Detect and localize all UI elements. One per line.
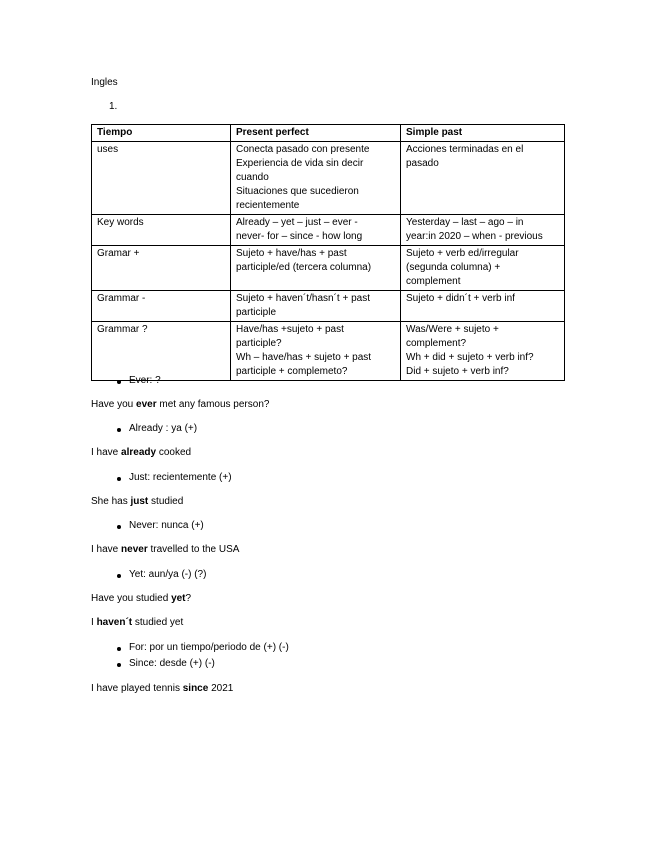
example-keyword: haven´t — [96, 617, 133, 628]
cell-line: complement — [406, 276, 461, 287]
list-number: 1. — [109, 101, 118, 112]
example-text: ? — [185, 593, 192, 604]
cell-line: Already – yet – just – ever - — [236, 217, 358, 228]
example-yet-question — [91, 593, 191, 605]
row-label: Grammar - — [92, 291, 231, 322]
cell-line: Was/Were + sujeto + — [406, 324, 499, 335]
example-ever — [91, 399, 269, 411]
example-text: Have you studied — [91, 593, 172, 604]
bullet-just: Just: recientemente (+) — [129, 472, 232, 483]
present-perfect-cell — [231, 142, 401, 215]
example-text: I — [91, 617, 97, 628]
simple-past-cell — [401, 291, 565, 322]
example-since — [91, 683, 233, 695]
example-text: met any famous person? — [156, 399, 270, 410]
example-keyword: never — [121, 544, 148, 555]
cell-line: never- for – since - how long — [236, 231, 363, 242]
example-already — [91, 447, 191, 459]
table-row — [92, 246, 565, 291]
cell-line: pasado — [406, 158, 439, 169]
example-text: 2021 — [208, 683, 234, 694]
table-row — [92, 215, 565, 246]
document-title: Ingles — [91, 77, 118, 88]
example-keyword: already — [121, 447, 157, 458]
example-text: Have you — [91, 399, 137, 410]
example-text: studied yet — [132, 617, 184, 628]
bullet-already: Already : ya (+) — [129, 423, 198, 434]
bullet-dot-icon — [117, 477, 121, 481]
bullet-dot-icon — [117, 663, 121, 667]
cell-line: Sujeto + have/has + past — [236, 248, 347, 259]
cell-line: participle — [236, 307, 277, 318]
row-label: uses — [92, 142, 231, 215]
present-perfect-cell — [231, 246, 401, 291]
cell-line: participle + complemeto? — [236, 366, 348, 377]
simple-past-cell — [401, 142, 565, 215]
cell-line: complement? — [406, 338, 467, 349]
cell-line: Sujeto + verb ed/irregular — [406, 248, 519, 259]
example-yet-negative — [91, 617, 183, 629]
row-label: Gramar + — [92, 246, 231, 291]
bullet-dot-icon — [117, 647, 121, 651]
cell-line: Acciones terminadas en el — [406, 144, 524, 155]
cell-line: year:in 2020 – when - previous — [406, 231, 543, 242]
present-perfect-cell — [231, 215, 401, 246]
cell-line: Yesterday – last – ago – in — [406, 217, 524, 228]
cell-line: Wh – have/has + sujeto + past — [236, 352, 372, 363]
row-label: Key words — [92, 215, 231, 246]
example-text: She has — [91, 496, 131, 507]
cell-line: (segunda columna) + — [406, 262, 501, 273]
bullet-dot-icon — [117, 428, 121, 432]
cell-line: cuando — [236, 172, 269, 183]
header-present-perfect: Present perfect — [231, 125, 401, 142]
bullet-dot-icon — [117, 574, 121, 578]
cell-line: participle? — [236, 338, 282, 349]
bullet-yet: Yet: aun/ya (-) (?) — [129, 569, 207, 580]
cell-line: Sujeto + haven´t/hasn´t + past — [236, 293, 370, 304]
present-perfect-cell — [231, 322, 401, 381]
example-text: cooked — [156, 447, 192, 458]
header-simple-past: Simple past — [401, 125, 565, 142]
example-text: I have — [91, 447, 122, 458]
row-label: Grammar ? — [92, 322, 231, 381]
example-keyword: yet — [171, 593, 186, 604]
table-row — [92, 142, 565, 215]
cell-line: Have/has +sujeto + past — [236, 324, 344, 335]
cell-line: Wh + did + sujeto + verb inf? — [406, 352, 534, 363]
example-keyword: since — [182, 683, 209, 694]
bullet-for: For: por un tiempo/periodo de (+) (-) — [129, 642, 289, 653]
example-text: I have played tennis — [91, 683, 183, 694]
table-header-row — [92, 125, 565, 142]
simple-past-cell — [401, 246, 565, 291]
table-row — [92, 322, 565, 381]
bullet-ever: Ever: ? — [129, 375, 161, 386]
cell-line: Conecta pasado con presente — [236, 144, 370, 155]
header-tiempo: Tiempo — [92, 125, 231, 142]
example-never — [91, 544, 239, 556]
present-perfect-cell — [231, 291, 401, 322]
simple-past-cell — [401, 215, 565, 246]
cell-line: Did + sujeto + verb inf? — [406, 366, 509, 377]
bullet-dot-icon — [117, 380, 121, 384]
cell-line: recientemente — [236, 200, 300, 211]
bullet-never: Never: nunca (+) — [129, 520, 204, 531]
bullet-dot-icon — [117, 525, 121, 529]
bullet-since: Since: desde (+) (-) — [129, 658, 215, 669]
simple-past-cell — [401, 322, 565, 381]
cell-line: Sujeto + didn´t + verb inf — [406, 293, 515, 304]
cell-line: Experiencia de vida sin decir — [236, 158, 364, 169]
cell-line: Situaciones que sucedieron — [236, 186, 359, 197]
example-text: I have — [91, 544, 122, 555]
example-keyword: just — [130, 496, 149, 507]
cell-line: participle/ed (tercera columna) — [236, 262, 372, 273]
example-text: studied — [148, 496, 184, 507]
example-text: travelled to the USA — [147, 544, 240, 555]
table-row — [92, 291, 565, 322]
grammar-table — [91, 124, 565, 381]
example-keyword: ever — [136, 399, 157, 410]
example-just — [91, 496, 183, 508]
